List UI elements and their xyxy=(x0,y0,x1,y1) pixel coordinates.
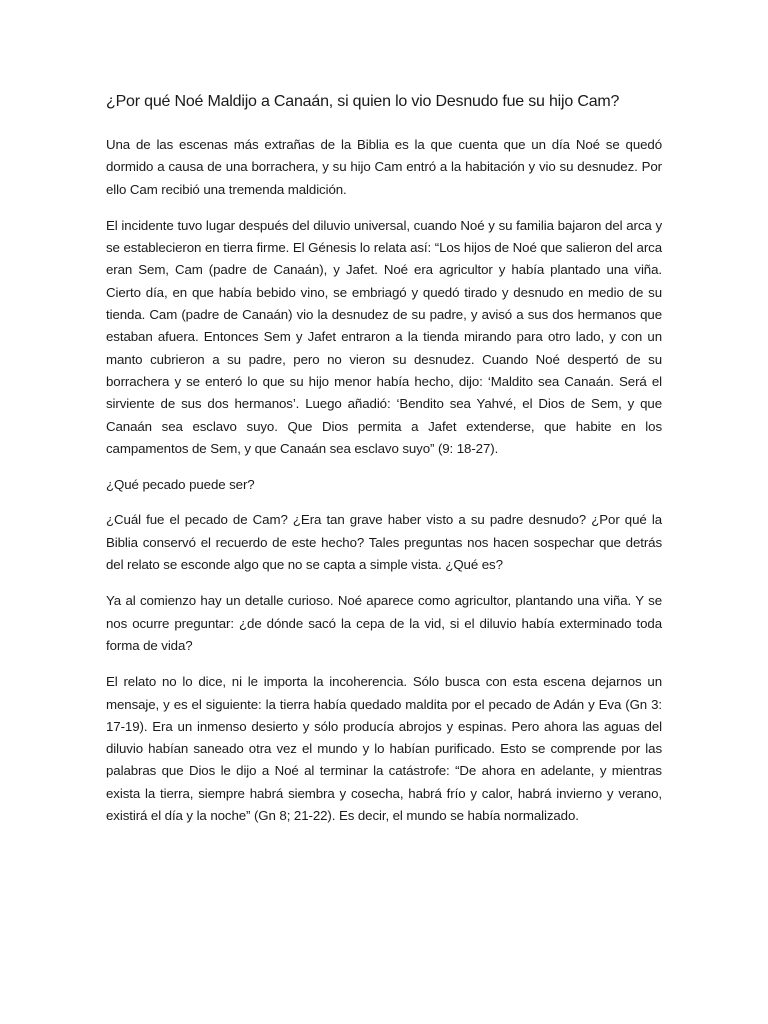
paragraph-questions: ¿Cuál fue el pecado de Cam? ¿Era tan grave haber visto a su padre desnudo? ¿Por qué la Biblia conservó el recuerdo de este hecho? Tales preguntas nos hacen sospechar que detrás del relato se esconde algo que no se capta a simple vista. ¿Qué es? xyxy=(106,512,662,573)
section-question: ¿Qué pecado puede ser? xyxy=(106,477,255,493)
document-title: ¿Por qué Noé Maldijo a Canaán, si quien lo vio Desnudo fue su hijo Cam? xyxy=(106,93,620,110)
document-page xyxy=(106,90,662,841)
paragraph-intro: Una de las escenas más extrañas de la Biblia es la que cuenta que un día Noé se quedó dormido a causa de una borrachera, y su hijo Cam entró a la habitación y vio su desnudez. Por ello Cam recibió una tremenda maldición. xyxy=(106,137,662,197)
paragraph-explanation: El relato no lo dice, ni le importa la incoherencia. Sólo busca con esta escena dejarnos un mensaje, y es el siguiente: la tierra había quedado maldita por el pecado de Adán y Eva (Gn 3: 17-19). Era un inmenso desierto y sólo producía abrojos y espinas. Pero ahora las aguas del diluvio habían saneado otra vez el mundo y lo habían purificado. Esto se comprende por las palabras que Dios le dijo a Noé al terminar la catástrofe: “De ahora en adelante, y mientras exista la tierra, siempre habrá siembra y cosecha, habrá frío y calor, habrá invierno y verano, existirá el día y la noche” (Gn 8; 21-22). Es decir, el mundo se había normalizado. xyxy=(106,674,662,824)
paragraph-incident: El incidente tuvo lugar después del diluvio universal, cuando Noé y su familia bajaron del arca y se establecieron en tierra firme. El Génesis lo relata así: “Los hijos de Noé que salieron del arca eran Sem, Cam (padre de Canaán), y Jafet. Noé era agricultor y había plantado una viña. Cierto día, en que había bebido vino, se embriagó y quedó tirado y desnudo en medio de su tienda. Cam (padre de Canaán) vio la desnudez de su padre, y avisó a sus dos hermanos que estaban afuera. Entonces Sem y Jafet entraron a la tienda mirando para otro lado, y con un manto cubrieron a su padre, pero no vieron su desnudez. Cuando Noé despertó de su borrachera y se enteró lo que su hijo menor había hecho, dijo: ‘Maldito sea Canaán. Será el sirviente de sus dos hermanos’. Luego añadió: ‘Bendito sea Yahvé, el Dios de Sem, y que Canaán sea esclavo suyo. Que Dios permita a Jafet extenderse, que habite en los campamentos de Sem, y que Canaán sea esclavo suyo” (9: 18-27). xyxy=(106,217,662,456)
paragraph-detail: Ya al comienzo hay un detalle curioso. Noé aparece como agricultor, plantando una viña. Y se nos ocurre preguntar: ¿de dónde sacó la cepa de la vid, si el diluvio había exterminado toda forma de vida? xyxy=(106,593,662,653)
